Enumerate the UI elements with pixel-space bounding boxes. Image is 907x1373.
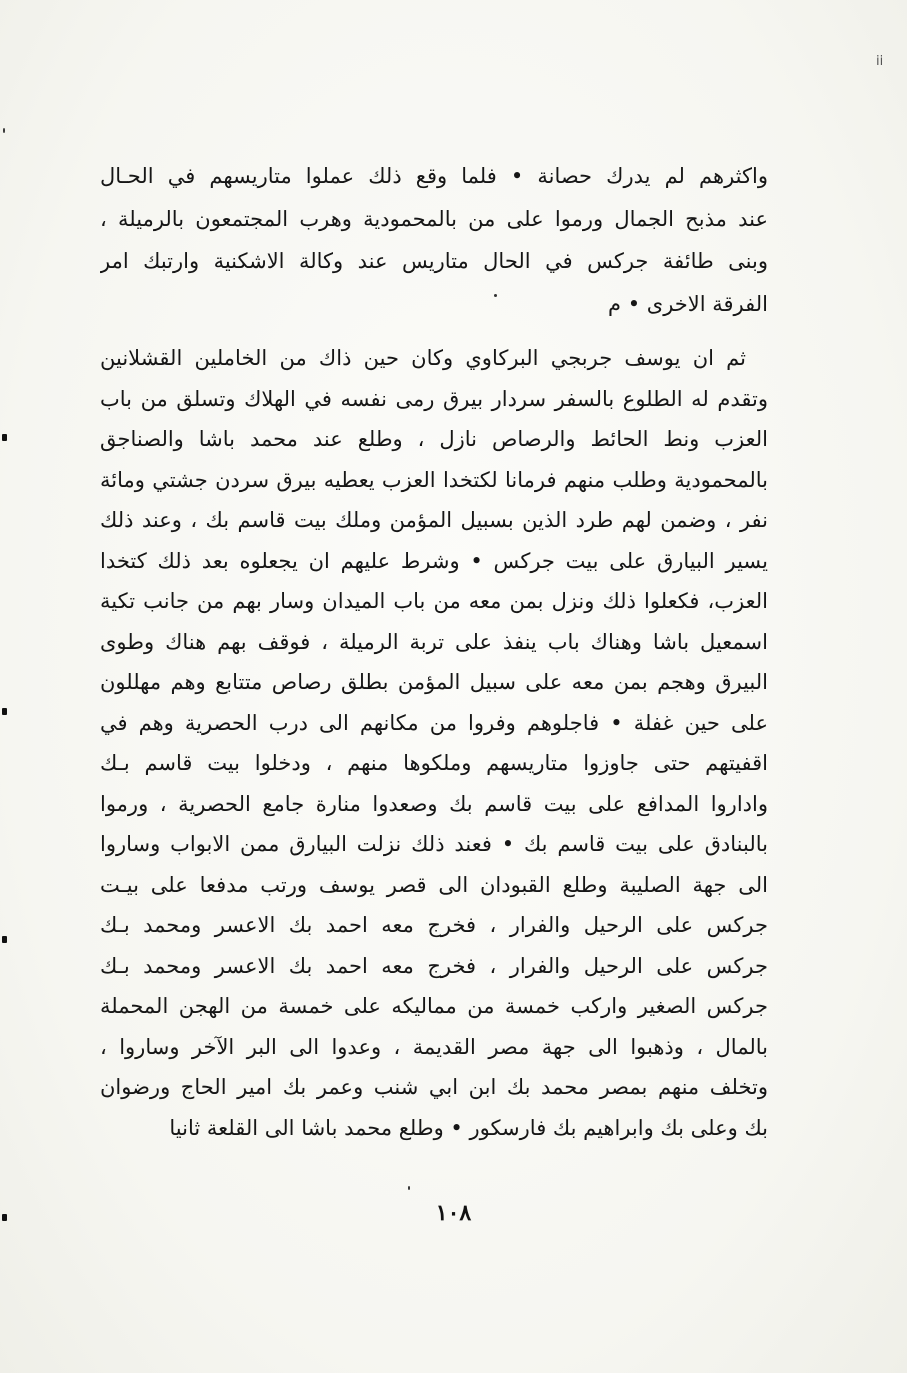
text-line: جركس الصغير واركب خمسة من مماليكه على خمسة من الهجن المحملة [100, 994, 768, 1018]
margin-mark [2, 434, 7, 441]
paragraph-1 [100, 155, 768, 325]
page-number: ١٠٨ [435, 1200, 472, 1226]
text-line: جركس على الرحيل والفرار ، فخرج معه احمد بك الاعسر ومحمد بـك [100, 913, 768, 937]
text-line: يسير البيارق على بيت جركس • وشرط عليهم ان يجعلوه بعد ذلك كتخدا [100, 548, 768, 573]
text-line: نفر ، وضمن لهم طرد الذين بسبيل المؤمن وملك بيت قاسم بك ، وعند ذلك [100, 508, 768, 532]
text-line: العزب، فكعلوا ذلك ونزل بمن معه من باب الميدان وسار بهم من جانب تكية [100, 589, 768, 613]
scan-speck [3, 128, 5, 133]
margin-mark [2, 936, 7, 943]
text-line: الى جهة الصليبة وطلع القبودان الى قصر يوسف ورتب مدفعا على بيـت [100, 872, 768, 897]
text-line: بالمال ، وذهبوا الى جهة مصر القديمة ، وعدوا الى البر الآخر وساروا ، [100, 1034, 768, 1059]
text-line: البيرق وهجم بمن معه على سبيل المؤمن بطلق رصاص متتابع وهم مهللون [100, 670, 768, 694]
text-line: الفرقة الاخرى • م [608, 291, 768, 316]
text-line: وتخلف منهم بمصر محمد بك ابن ابي شنب وعمر بك امير الحاج ورضوان [100, 1075, 768, 1099]
text-line: عند مذبح الجمال ورموا على من بالمحمودية وهرب المجتمعون بالرميلة ، [100, 206, 768, 231]
text-line: على حين غفلة • فاجلوهم وفروا من مكانهم الى درب الحصرية وهم في [100, 710, 768, 735]
text-line: وبنى طائفة جركس في الحال متاريس عند وكالة الاشكنية وارتبك امر [100, 249, 768, 273]
text-line: بالبنادق على بيت قاسم بك • فعند ذلك نزلت البيارق ممن الابواب وساروا [100, 832, 768, 856]
text-line: بك وعلى بك وابراهيم بك فارسكور • وطلع محمد باشا الى القلعة ثانيا [169, 1115, 768, 1140]
text-line: جركس على الرحيل والفرار ، فخرج معه احمد بك الاعسر ومحمد بـك [100, 953, 768, 978]
text-line: وتقدم له الطلوع بالسفر سردار بيرق رمى نفسه في الهلاك وتسلق من باب [100, 386, 768, 411]
text-line: ثم ان يوسف جربجي البركاوي وكان حين ذاك من الخاملين القشلانين [100, 346, 746, 370]
text-line: بالمحمودية وطلب منهم فرمانا لكتخدا العزب يعطيه بيرق سردن جشتي ومائة [100, 467, 768, 492]
text-line: واداروا المدافع على بيت قاسم بك وصعدوا منارة جامع الحصرية ، ورموا [100, 791, 768, 816]
text-line: العزب ونط الحائط والرصاص نازل ، وطلع عند محمد باشا والصناجق [100, 427, 768, 451]
scan-speck [408, 1186, 410, 1190]
margin-mark [2, 708, 7, 715]
text-line: واكثرهم لم يدرك حصانة • فلما وقع ذلك عملوا متاريسهم في الحـال [100, 164, 768, 188]
header-mark: ii [876, 54, 884, 69]
text-line: اقفيتهم حتى جاوزوا متاريسهم وملكوها منهم ، ودخلوا بيت قاسم بـك [100, 751, 768, 775]
text-line: اسمعيل باشا وهناك باب ينفذ على تربة الرميلة ، فوقف بهم هناك وطوى [100, 629, 768, 654]
paragraph-2 [100, 338, 768, 1148]
margin-mark [2, 1214, 7, 1221]
scan-speck [494, 294, 497, 297]
